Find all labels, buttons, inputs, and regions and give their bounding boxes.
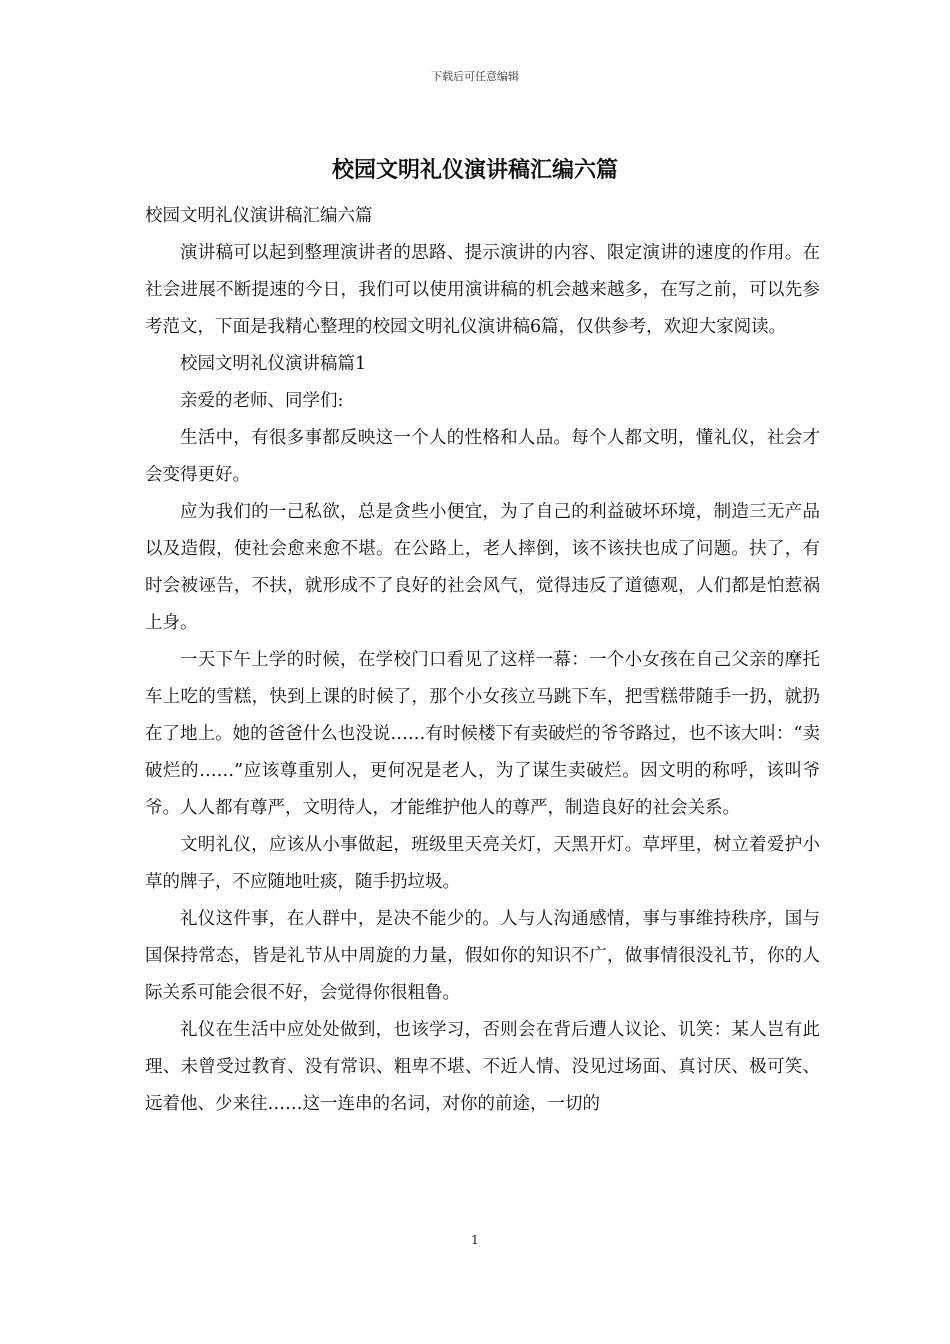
paragraph: 演讲稿可以起到整理演讲者的思路、提示演讲的内容、限定演讲的速度的作用。在社会进展不断提速的今日，我们可以使用演讲稿的机会越来越多，在写之前，可以先参考范文，下面是我精心整理的校园文明礼仪演讲稿6篇，仅供参考，欢迎大家阅读。 xyxy=(145,243,820,337)
paragraph: 应为我们的一己私欲，总是贪些小便宜，为了自己的利益破坏环境，制造三无产品以及造假，使社会愈来愈不堪。在公路上，老人摔倒，该不该扶也成了问题。扶了，有时会被诬告，不扶，就形成不了良好的社会风气，觉得违反了道德观，人们都是怕惹祸上身。 xyxy=(145,502,820,633)
paragraph: 校园文明礼仪演讲稿汇编六篇 xyxy=(145,206,373,226)
paragraph: 文明礼仪，应该从小事做起，班级里天亮关灯，天黑开灯。草坪里，树立着爱护小草的牌子，不应随地吐痰，随手扔垃圾。 xyxy=(145,835,820,892)
page-title: 校园文明礼仪演讲稿汇编六篇 xyxy=(331,157,618,183)
salutation: 亲爱的老师、同学们: xyxy=(180,391,344,411)
header-note: 下载后可任意编辑 xyxy=(431,70,519,83)
paragraph: 生活中，有很多事都反映这一个人的性格和人品。每个人都文明，懂礼仪，社会才会变得更好。 xyxy=(145,428,820,485)
paragraph: 一天下午上学的时候，在学校门口看见了这样一幕：一个小女孩在自己父亲的摩托车上吃的雪糕，快到上课的时候了，那个小女孩立马跳下车，把雪糕带随手一扔，就扔在了地上。她的爸爸什么也没说……有时候楼下有卖破烂的爷爷路过，也不该大叫：“卖破烂的……”应该尊重别人，更何况是老人，为了谋生卖破烂。因文明的称呼，该叫爷爷。人人都有尊严，文明待人，才能维护他人的尊严，制造良好的社会关系。 xyxy=(145,650,820,818)
paragraph: 礼仪这件事，在人群中，是决不能少的。人与人沟通感情，事与事维持秩序，国与国保持常态，皆是礼节从中周旋的力量，假如你的知识不广，做事情很没礼节，你的人际关系可能会很不好，会觉得你很粗鲁。 xyxy=(145,909,820,1003)
paragraph: 礼仪在生活中应处处做到，也该学习，否则会在背后遭人议论、讥笑：某人岂有此理、未曾受过教育、没有常识、粗卑不堪、不近人情、没见过场面、真讨厌、极可笑、远着他、少来往……这一连串的名词，对你的前途，一切的 xyxy=(145,1020,820,1114)
document-body xyxy=(145,198,820,1123)
page-number: 1 xyxy=(471,1233,479,1247)
section-heading: 校园文明礼仪演讲稿篇1 xyxy=(180,354,367,374)
